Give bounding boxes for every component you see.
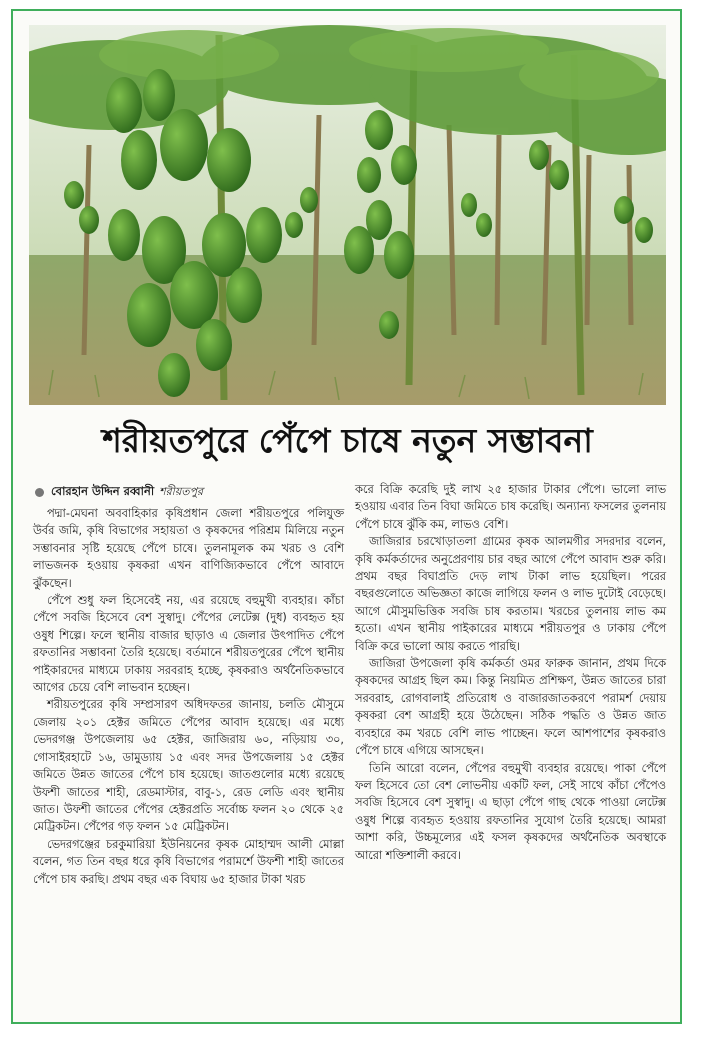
paragraph: শরীয়তপুরের কৃষি সম্প্রসারণ অধিদফতর জানায়, চলতি মৌসুমে জেলায় ২০১ হেক্টর জমিতে পেঁপের আবাদ হয়েছে। এর মধ্যে ভেদরগঞ্জ উপজেলায় ৬৫ হেক্টর, জাজিরায় ৬০, নড়িয়ায় ৩০, গোসাইরহাটে ১৬, ডামুড্যায় ১৫ এবং সদর উপজেলায় ১৫ হেক্টর জমিতে উন্নত জাতের পেঁপে চাষ হয়েছে। জাতগুলোর মধ্যে রয়েছে উফশী জাতের শাহী, রেডমাস্টার, বাবু-১, রেড লেডি এবং স্থানীয় জাত। উফশী জাতের পেঁপের হেক্টরপ্রতি সর্বোচ্চ ফলন ২০ থেকে ২৫ মেট্রিকটন। পেঁপের গড় ফলন ১৫ মেট্রিকটন। <box>33 698 344 834</box>
papaya-orchard-photo <box>29 25 666 405</box>
paragraph: পদ্মা-মেঘনা অববাহিকার কৃষিপ্রধান জেলা শরীয়তপুরে পলিযুক্ত উর্বর জমি, কৃষি বিভাগের সহায়তা ও কৃষকদের পরিশ্রম মিলিয়ে নতুন সম্ভাবনার সৃষ্টি হয়েছে পেঁপে চাষে। তুলনামূলক কম খরচ ও বেশি লাভজনক হওয়ায় কৃষকরা এখন বাণিজ্যিকভাবে পেঁপে আবাদে ঝুঁকছেন। <box>33 507 344 590</box>
paragraph: জাজিরা উপজেলা কৃষি কর্মকর্তা ওমর ফারুক জানান, প্রথম দিকে কৃষকদের আগ্রহ ছিল কম। কিন্তু নিয়মিত প্রশিক্ষণ, উন্নত জাতের চারা সরবরাহ, রোগবালাই প্রতিরোধ ও বাজারজাতকরণে পরামর্শ দেয়ায় কৃষকরা বেশ আগ্রহী হয়ে উঠেছেন। সঠিক পদ্ধতি ও উন্নত জাত ব্যবহারে কম খরচে বেশি লাভ পাচ্ছেন। ফলে আশপাশের কৃষকরাও পেঁপে চাষে এগিয়ে আসছেন। <box>355 657 666 758</box>
article-headline: শরীয়তপুরে পেঁপে চাষে নতুন সম্ভাবনা <box>102 421 593 460</box>
paragraph: ভেদরগঞ্জের চরকুমারিয়া ইউনিয়নের কৃষক মোহাম্মদ আলী মোল্লা বলেন, গত তিন বছর ধরে কৃষি বিভাগের পরামর্শে উফশী শাহী জাতের পেঁপে চাষ করছি। প্রথম বছর এক বিঘায় ৬৫ হাজার টাকা খরচ <box>33 837 344 886</box>
byline <box>33 481 344 503</box>
article-column-right <box>355 481 666 864</box>
byline-place: শরীয়তপুর <box>159 485 204 499</box>
papaya-orchard-illustration <box>29 25 666 405</box>
news-clipping <box>11 9 682 1024</box>
article-column-left <box>33 481 344 888</box>
paragraph: তিনি আরো বলেন, পেঁপের বহুমুখী ব্যবহার রয়েছে। পাকা পেঁপে ফল হিসেবে তো বেশ লোভনীয় একটি ফল, সেই সাথে কাঁচা পেঁপেও সবজি হিসেবে বেশ সুস্বাদু। এ ছাড়া পেঁপে গাছ থেকে পাওয়া লেটেক্স ওষুধ শিল্পে ব্যবহৃত হওয়ায় রফতানির সুযোগ তৈরি হয়েছে। আমরা আশা করি, উচ্চমূল্যের এই ফসল কৃষকদের অর্থনৈতিক অবস্থাকে আরো শক্তিশালী করবে। <box>355 761 666 862</box>
byline-author: বোরহান উদ্দিন রব্বানী <box>51 484 155 499</box>
paragraph: পেঁপে শুধু ফল হিসেবেই নয়, এর রয়েছে বহুমুখী ব্যবহার। কাঁচা পেঁপে সবজি হিসেবে বেশ সুস্বাদু। পেঁপের লেটেক্স (দুধ) ব্যবহৃত হয় ওষুধ শিল্পে। ফলে স্থানীয় বাজার ছাড়াও এ জেলার উৎপাদিত পেঁপে রফতানির সম্ভাবনা তৈরি হয়েছে। বর্তমানে শরীয়তপুরের পেঁপে স্থানীয় পাইকারদের মাধ্যমে ঢাকায় সরবরাহ হচ্ছে, কৃষকরাও অর্থনৈতিকভাবে আগের চেয়ে বেশি লাভবান হচ্ছেন। <box>33 594 344 695</box>
paragraph-continued: করে বিক্রি করেছি দুই লাখ ২৫ হাজার টাকার পেঁপে। ভালো লাভ হওয়ায় এবার তিন বিঘা জমিতে চাষ করেছি। অন্যান্য ফসলের তুলনায় পেঁপে চাষে ঝুঁকি কম, লাভও বেশি। <box>355 483 666 531</box>
bullet-icon <box>35 488 44 497</box>
paragraph: জাজিরার চরখোড়াতলা গ্রামের কৃষক আলমগীর সদরদার বলেন, কৃষি কর্মকর্তাদের অনুপ্রেরণায় চার বছর আগে পেঁপে আবাদ শুরু করি। প্রথম বছর বিঘাপ্রতি দেড় লাখ টাকা লাভ হয়েছিল। পরের বছরগুলোতে অভিজ্ঞতা কাজে লাগিয়ে ফলন ও লাভ দুটোই বেড়েছে। আগে মৌসুমভিত্তিক সবজি চাষ করতাম। খরচের তুলনায় লাভ কম হতো। এখন স্থানীয় পাইকারের মাধ্যমে শরীয়তপুর ও ঢাকায় পেঁপে বিক্রি করে ভালো আয় করতে পারছি। <box>355 535 666 653</box>
